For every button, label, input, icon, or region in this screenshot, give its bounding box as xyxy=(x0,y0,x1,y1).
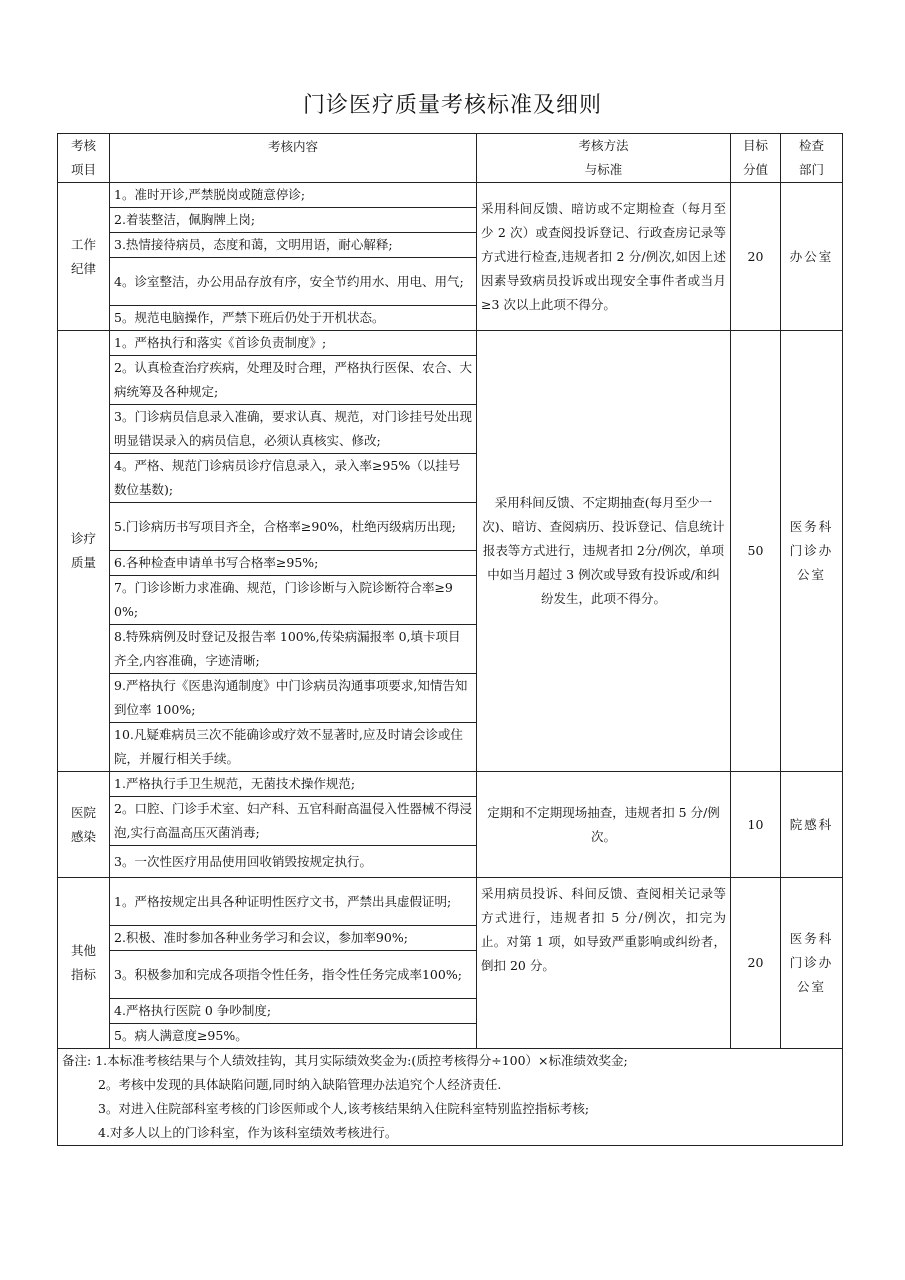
note-line: 2。考核中发现的具体缺陷问题,同时纳入缺陷管理办法追究个人经济责任. xyxy=(98,1077,502,1092)
criteria-item: 2.积极、准时参加各种业务学习和会议，参加率90%; xyxy=(110,926,477,951)
method-cell: 定期和不定期现场抽查，违规者扣 5 分/例次。 xyxy=(477,772,731,878)
criteria-item: 5。规范电脑操作，严禁下班后仍处于开机状态。 xyxy=(110,306,477,331)
criteria-item: 1。严格按规定出具各种证明性医疗文书，严禁出具虚假证明; xyxy=(110,878,477,926)
criteria-item: 9.严格执行《医患沟通制度》中门诊病员沟通事项要求,知情告知到位率 100%; xyxy=(110,674,477,723)
page-title: 门诊医疗质量考核标准及细则 xyxy=(302,93,602,118)
table-header-row xyxy=(58,134,843,183)
criteria-item: 3。积极参加和完成各项指令性任务，指令性任务完成率100%; xyxy=(110,951,477,999)
table-row xyxy=(58,772,843,797)
header-item: 考核 项目 xyxy=(58,134,110,183)
method-cell: 采用科间反馈、不定期抽查(每月至少一次)、暗访、查阅病历、投诉登记、信息统计报表等方式进行，违规者扣 2分/例次，单项中如当月超过 3 例次或导致有投诉或/和纠纷发生，此项不得分。 xyxy=(477,331,731,772)
criteria-item: 2。口腔、门诊手术室、妇产科、五官科耐高温侵入性器械不得浸泡,实行高温高压灭菌消毒; xyxy=(110,797,477,846)
note-line: 3。对进入住院部科室考核的门诊医师或个人,该考核结果纳入住院科室特别监控指标考核; xyxy=(98,1101,590,1116)
table-row xyxy=(58,331,843,356)
notes-row xyxy=(58,1049,843,1146)
criteria-item: 7。门诊诊断力求准确、规范，门诊诊断与入院诊断符合率≥90%; xyxy=(110,576,477,625)
criteria-item: 8.特殊病例及时登记及报告率 100%,传染病漏报率 0,填卡项目齐全,内容准确，字迹清晰; xyxy=(110,625,477,674)
assessment-table xyxy=(57,133,843,1146)
notes-cell xyxy=(58,1049,843,1146)
notes-label: 备注: xyxy=(62,1053,92,1068)
category-cell: 其他 指标 xyxy=(58,878,110,1049)
header-content: 考核内容 xyxy=(110,134,477,183)
header-score: 目标 分值 xyxy=(731,134,781,183)
criteria-item: 10.凡疑难病员三次不能确诊或疗效不显著时,应及时请会诊或住院，并履行相关手续。 xyxy=(110,723,477,772)
score-cell: 50 xyxy=(731,331,781,772)
header-method: 考核方法 与标准 xyxy=(477,134,731,183)
table-row xyxy=(58,878,843,926)
criteria-item: 4。严格、规范门诊病员诊疗信息录入，录入率≥95%（以挂号数位基数); xyxy=(110,454,477,503)
table-row xyxy=(58,183,843,208)
dept-cell: 医务科门诊办公室 xyxy=(781,878,843,1049)
criteria-item: 5.门诊病历书写项目齐全，合格率≥90%，杜绝丙级病历出现; xyxy=(110,503,477,551)
method-cell: 采用病员投诉、科间反馈、查阅相关记录等方式进行，违规者扣 5 分/例次，扣完为止。对第 1 项，如导致严重影响或纠纷者，倒扣 20 分。 xyxy=(477,878,731,1049)
category-cell: 工作 纪律 xyxy=(58,183,110,331)
score-cell: 20 xyxy=(731,878,781,1049)
category-cell: 诊疗 质量 xyxy=(58,331,110,772)
criteria-item: 4.严格执行医院 0 争吵制度; xyxy=(110,999,477,1024)
dept-cell: 院感科 xyxy=(781,772,843,878)
criteria-item: 4。诊室整洁，办公用品存放有序，安全节约用水、用电、用气; xyxy=(110,258,477,306)
criteria-item: 5。病人满意度≥95%。 xyxy=(110,1024,477,1049)
header-dept: 检查 部门 xyxy=(781,134,843,183)
score-cell: 20 xyxy=(731,183,781,331)
criteria-item: 3。一次性医疗用品使用回收销毁按规定执行。 xyxy=(110,846,477,878)
criteria-item: 1。准时开诊,严禁脱岗或随意停诊; xyxy=(110,183,477,208)
score-cell: 10 xyxy=(731,772,781,878)
criteria-item: 3。门诊病员信息录入准确，要求认真、规范，对门诊挂号处出现明显错误录入的病员信息，必须认真核实、修改; xyxy=(110,405,477,454)
criteria-item: 6.各种检查申请单书写合格率≥95%; xyxy=(110,551,477,576)
criteria-item: 1。严格执行和落实《首诊负责制度》; xyxy=(110,331,477,356)
note-line: 4.对多人以上的门诊科室，作为该科室绩效考核进行。 xyxy=(98,1125,398,1140)
criteria-item: 1.严格执行手卫生规范，无菌技术操作规范; xyxy=(110,772,477,797)
method-cell: 采用科间反馈、暗访或不定期检查（每月至少 2 次）或查阅投诉登记、行政查房记录等方式进行检查,违规者扣 2 分/例次,如因上述因素导致病员投诉或出现安全事件者或当月≥3 次以上此项不得分。 xyxy=(477,183,731,331)
dept-cell: 医务科门诊办公室 xyxy=(781,331,843,772)
category-cell: 医院 感染 xyxy=(58,772,110,878)
dept-cell: 办公室 xyxy=(781,183,843,331)
criteria-item: 2。认真检查治疗疾病，处理及时合理，严格执行医保、农合、大病统筹及各种规定; xyxy=(110,356,477,405)
note-line: 备注: 1.本标准考核结果与个人绩效挂钩，其月实际绩效奖金为:(质控考核得分÷100）×标准绩效奖金; xyxy=(62,1053,628,1068)
criteria-item: 3.热情接待病员，态度和蔼，文明用语，耐心解释; xyxy=(110,233,477,258)
criteria-item: 2.着装整洁，佩胸牌上岗; xyxy=(110,208,477,233)
